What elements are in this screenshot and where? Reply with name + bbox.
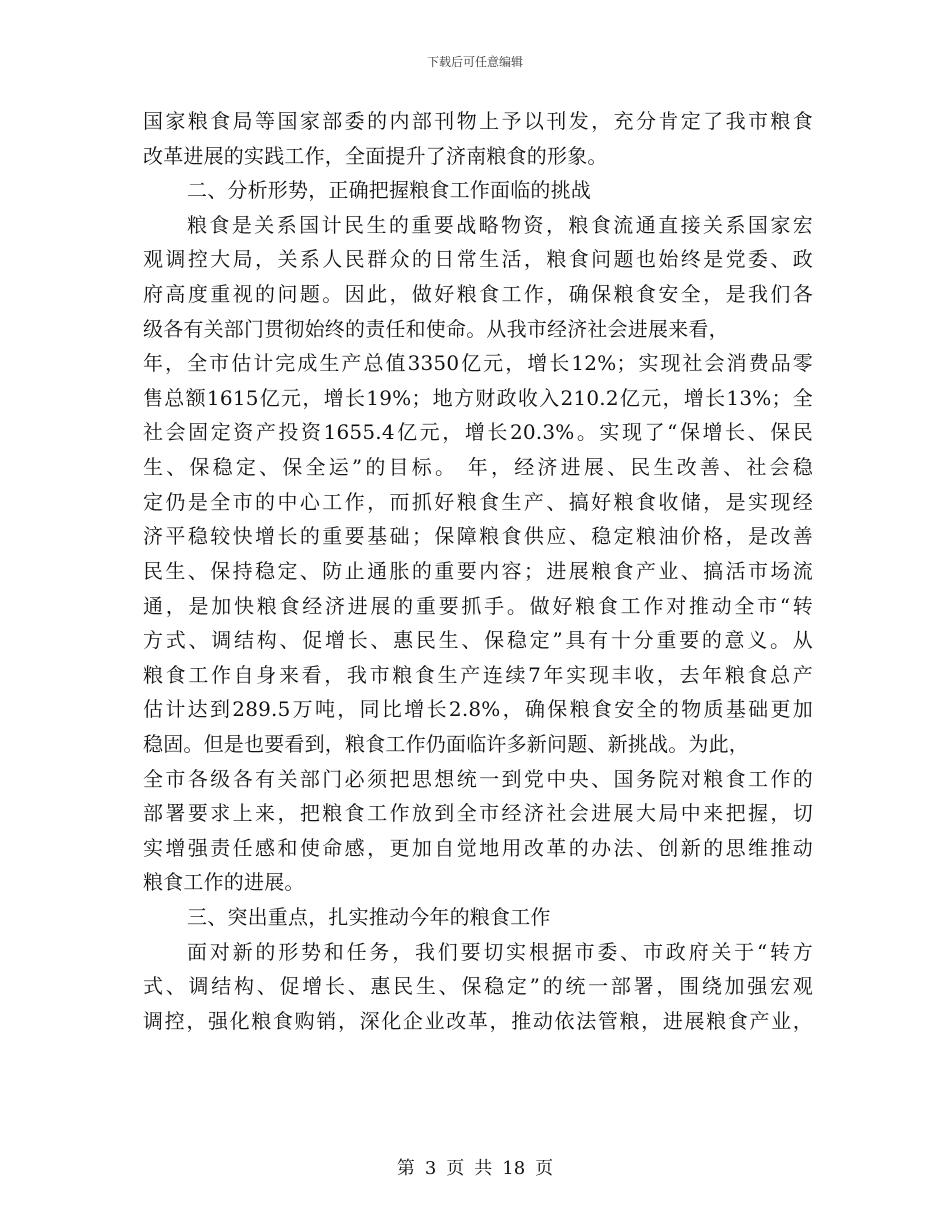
body-line: 生、保稳定、保全运”的目标。 年，经济进展、民生改善、社会稳 xyxy=(143,455,813,480)
body-line: 售总额1615亿元，增长19%；地方财政收入210.2亿元，增长13%；全 xyxy=(143,385,813,410)
body-line: 全市各级各有关部门必须把思想统一到党中央、国务院对粮食工作的 xyxy=(143,766,813,791)
body-line: 年，全市估计完成生产总值3350亿元，增长12%；实现社会消费品零 xyxy=(143,351,813,376)
body-line: 国家粮食局等国家部委的内部刊物上予以刊发，充分肯定了我市粮食 xyxy=(143,109,813,133)
body-line: 民生、保持稳定、防止通胀的重要内容；进展粮食产业、搞活市场流 xyxy=(143,558,813,583)
body-line: 粮食工作的进展。 xyxy=(143,870,305,895)
footer-total-pages: 18 xyxy=(502,1158,526,1179)
footer-gong: 共 xyxy=(474,1158,493,1179)
body-line: 社会固定资产投资1655.4亿元，增长20.3%。实现了“保增长、保民 xyxy=(143,420,813,445)
body-line: 面对新的形势和任务，我们要切实根据市委、市政府关于“转方 xyxy=(187,939,813,964)
page-header-note: 下载后可任意编辑 xyxy=(426,55,523,69)
document-body xyxy=(143,104,813,1038)
footer-ye: 页 xyxy=(535,1158,554,1179)
body-line: 济平稳较快增长的重要基础；保障粮食供应、稳定粮油价格，是改善 xyxy=(143,524,813,549)
body-line: 观调控大局，关系人民群众的日常生活，粮食问题也始终是党委、政 xyxy=(143,247,813,272)
body-line: 通，是加快粮食经济进展的重要抓手。做好粮食工作对推动全市“转 xyxy=(143,593,813,618)
body-line: 实增强责任感和使命感，更加自觉地用改革的办法、创新的思维推动 xyxy=(143,835,813,860)
footer-page-number: 3 xyxy=(424,1158,437,1179)
body-line: 调控，强化粮食购销，深化企业改革，推动依法管粮，进展粮食产业， xyxy=(143,1008,813,1033)
body-line: 府高度重视的问题。因此，做好粮食工作，确保粮食安全，是我们各 xyxy=(143,282,813,307)
footer-di: 第 xyxy=(396,1158,415,1179)
body-line: 稳固。但是也要看到，粮食工作仍面临许多新问题、新挑战。为此， xyxy=(143,731,749,756)
body-line: 级各有关部门贯彻始终的责任和使命。从我市经济社会进展来看， xyxy=(143,316,729,341)
page-footer xyxy=(0,1154,950,1180)
body-line: 改革进展的实践工作，全面提升了济南粮食的形象。 xyxy=(143,143,608,168)
body-line: 粮食是关系国计民生的重要战略物资，粮食流通直接关系国家宏 xyxy=(187,212,813,237)
section-heading-3: 三、突出重点，扎实推动今年的粮食工作 xyxy=(187,905,551,930)
body-line: 粮食工作自身来看，我市粮食生产连续7年实现丰收，去年粮食总产 xyxy=(143,662,813,687)
body-line: 估计达到289.5万吨，同比增长2.8%，确保粮食安全的物质基础更加 xyxy=(143,697,813,722)
footer-ye: 页 xyxy=(446,1158,465,1179)
body-line: 部署要求上来，把粮食工作放到全市经济社会进展大局中来把握，切 xyxy=(143,801,813,826)
body-line: 方式、调结构、促增长、惠民生、保稳定”具有十分重要的意义。从 xyxy=(143,628,813,653)
section-heading-2: 二、分析形势，正确把握粮食工作面临的挑战 xyxy=(187,178,591,203)
body-line: 定仍是全市的中心工作，而抓好粮食生产、搞好粮食收储，是实现经 xyxy=(143,489,813,514)
body-line: 式、调结构、促增长、惠民生、保稳定”的统一部署，围绕加强宏观 xyxy=(143,974,813,999)
